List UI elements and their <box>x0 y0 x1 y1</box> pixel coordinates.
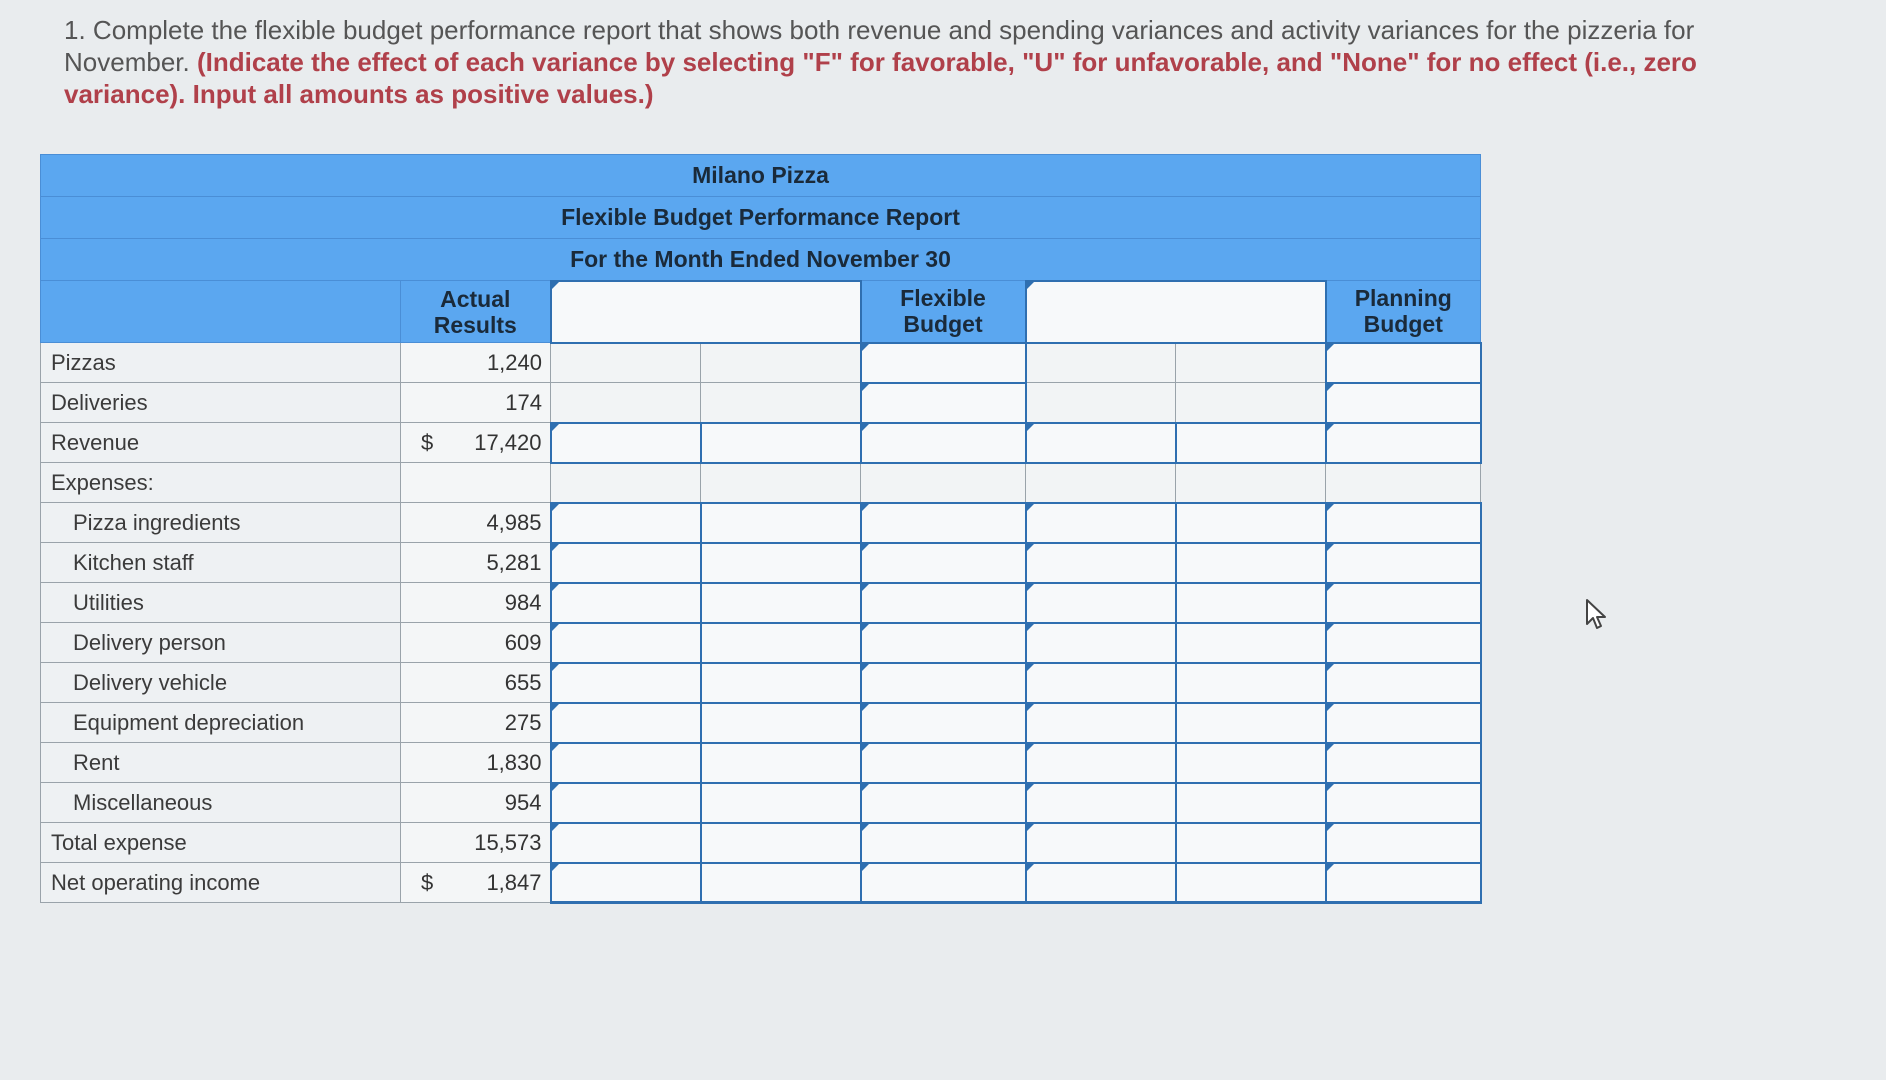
report-title: Flexible Budget Performance Report <box>41 197 1481 239</box>
flexible-budget-input[interactable] <box>861 383 1026 423</box>
empty-cell <box>701 343 861 383</box>
flexible-budget-input[interactable] <box>861 783 1026 823</box>
actual-value: 954 <box>504 789 542 815</box>
row-label: Rent <box>41 743 401 783</box>
spending-variance-amount-input[interactable] <box>551 743 701 783</box>
activity-variance-effect-select[interactable] <box>1176 743 1326 783</box>
actual-value: 984 <box>504 589 542 615</box>
activity-variance-amount-input[interactable] <box>1026 543 1176 583</box>
actual-value: 15,573 <box>474 829 542 855</box>
actual-amount <box>401 703 551 743</box>
spending-variance-effect-select[interactable] <box>701 423 861 463</box>
report-row <box>41 623 1481 663</box>
flexible-budget-input[interactable] <box>861 823 1026 863</box>
activity-variance-effect-select[interactable] <box>1176 543 1326 583</box>
actual-amount <box>401 383 551 423</box>
actual-amount <box>401 343 551 383</box>
empty-cell <box>1026 343 1176 383</box>
spending-variance-amount-input[interactable] <box>551 663 701 703</box>
actual-amount <box>401 783 551 823</box>
spending-variance-amount-input[interactable] <box>551 823 701 863</box>
question-instruction: (Indicate the effect of each variance by selecting "F" for favorable, "U" for unfavorable, and "None" for no effect (i.e., zero variance). Input all amounts as positive values.) <box>64 47 1697 109</box>
currency-symbol: $ <box>421 429 434 455</box>
flexible-budget-header: Flexible Budget <box>861 281 1026 343</box>
actual-value: 1,830 <box>486 749 542 775</box>
actual-value: 275 <box>504 709 542 735</box>
row-label: Deliveries <box>41 383 401 423</box>
row-label: Pizzas <box>41 343 401 383</box>
currency-symbol: $ <box>421 869 434 895</box>
planning-budget-input[interactable] <box>1326 783 1481 823</box>
activity-variance-effect-select[interactable] <box>1176 623 1326 663</box>
planning-budget-input[interactable] <box>1326 823 1481 863</box>
actual-value: 1,240 <box>486 349 542 375</box>
spending-variance-effect-select[interactable] <box>701 623 861 663</box>
activity-variance-effect-select[interactable] <box>1176 823 1326 863</box>
report-row <box>41 743 1481 783</box>
row-label: Equipment depreciation <box>41 703 401 743</box>
report-period: For the Month Ended November 30 <box>41 239 1481 281</box>
activity-variance-effect-select[interactable] <box>1176 503 1326 543</box>
actual-value: 4,985 <box>486 509 542 535</box>
activity-variance-effect-select[interactable] <box>1176 863 1326 903</box>
flexible-budget-input[interactable] <box>861 423 1026 463</box>
spending-variance-effect-select[interactable] <box>701 503 861 543</box>
actual-value: 174 <box>505 389 542 415</box>
report-row <box>41 703 1481 743</box>
report-row <box>41 783 1481 823</box>
spending-variance-amount-input[interactable] <box>551 423 701 463</box>
activity-variance-effect-select[interactable] <box>1176 583 1326 623</box>
spending-variance-effect-select[interactable] <box>701 823 861 863</box>
activity-variance-amount-input[interactable] <box>1026 743 1176 783</box>
actual-value: 5,281 <box>486 549 542 575</box>
question-body: Complete the flexible budget performance report that shows both revenue and spending variances and activity variances for the pizzeria for November. <box>64 15 1695 77</box>
empty-cell <box>1176 463 1326 503</box>
report-row <box>41 863 1481 903</box>
spending-variance-amount-input[interactable] <box>551 543 701 583</box>
empty-cell <box>1026 463 1176 503</box>
activity-variance-effect-select[interactable] <box>1176 703 1326 743</box>
report-row <box>41 663 1481 703</box>
actual-amount <box>401 543 551 583</box>
report-row <box>41 543 1481 583</box>
spending-variance-amount-input[interactable] <box>551 783 701 823</box>
actual-amount <box>401 583 551 623</box>
activity-variance-effect-select[interactable] <box>1176 663 1326 703</box>
actual-value: 1,847 <box>486 869 542 895</box>
row-label: Miscellaneous <box>41 783 401 823</box>
report-company: Milano Pizza <box>41 155 1481 197</box>
row-label: Net operating income <box>41 863 401 903</box>
planning-budget-input[interactable] <box>1326 543 1481 583</box>
spending-variance-effect-select[interactable] <box>701 863 861 903</box>
empty-cell <box>701 383 861 423</box>
planning-budget-header: Planning Budget <box>1326 281 1481 343</box>
spending-variance-effect-select[interactable] <box>701 703 861 743</box>
spending-variance-effect-select[interactable] <box>701 583 861 623</box>
activity-variance-amount-input[interactable] <box>1026 663 1176 703</box>
actual-amount <box>401 823 551 863</box>
question-number: 1. <box>64 15 86 45</box>
flexible-budget-input[interactable] <box>861 543 1026 583</box>
flexible-budget-input[interactable] <box>861 503 1026 543</box>
report-row <box>41 823 1481 863</box>
planning-budget-input[interactable] <box>1326 423 1481 463</box>
planning-budget-input[interactable] <box>1326 863 1481 903</box>
label-column-header <box>41 281 401 343</box>
actual-amount <box>401 863 551 903</box>
spending-variance-amount-input[interactable] <box>551 623 701 663</box>
actual-amount <box>401 463 551 503</box>
flexible-budget-input[interactable] <box>861 863 1026 903</box>
flexible-budget-input[interactable] <box>861 343 1026 383</box>
actual-results-header: Actual Results <box>401 281 551 343</box>
spending-variance-amount-input[interactable] <box>551 503 701 543</box>
report-row <box>41 503 1481 543</box>
flexible-budget-performance-report <box>40 154 1482 904</box>
planning-budget-input[interactable] <box>1326 703 1481 743</box>
empty-cell <box>551 383 701 423</box>
flexible-budget-input[interactable] <box>861 623 1026 663</box>
report-body <box>41 343 1481 903</box>
flexible-budget-input[interactable] <box>861 743 1026 783</box>
empty-cell <box>551 343 701 383</box>
activity-variance-amount-input[interactable] <box>1026 823 1176 863</box>
spending-variance-effect-select[interactable] <box>701 783 861 823</box>
row-label: Revenue <box>41 423 401 463</box>
planning-budget-input[interactable] <box>1326 743 1481 783</box>
spending-variance-amount-input[interactable] <box>551 863 701 903</box>
empty-cell <box>1176 343 1326 383</box>
row-label: Kitchen staff <box>41 543 401 583</box>
activity-variance-effect-select[interactable] <box>1176 783 1326 823</box>
row-label: Pizza ingredients <box>41 503 401 543</box>
empty-cell <box>1026 383 1176 423</box>
spending-variance-effect-select[interactable] <box>701 743 861 783</box>
question-text <box>64 14 1704 110</box>
empty-cell <box>1176 383 1326 423</box>
empty-cell <box>551 463 701 503</box>
row-label: Total expense <box>41 823 401 863</box>
report-row <box>41 383 1481 423</box>
actual-amount <box>401 423 551 463</box>
actual-amount <box>401 623 551 663</box>
variance-header-input-2[interactable] <box>1026 281 1326 343</box>
planning-budget-input[interactable] <box>1326 343 1481 383</box>
report-row <box>41 423 1481 463</box>
report-row <box>41 343 1481 383</box>
mouse-cursor-icon <box>1585 598 1611 632</box>
row-label: Delivery vehicle <box>41 663 401 703</box>
activity-variance-amount-input[interactable] <box>1026 423 1176 463</box>
planning-budget-input[interactable] <box>1326 583 1481 623</box>
actual-value: 655 <box>504 669 542 695</box>
actual-amount <box>401 503 551 543</box>
variance-header-input-1[interactable] <box>551 281 861 343</box>
empty-cell <box>861 463 1026 503</box>
flexible-budget-input[interactable] <box>861 703 1026 743</box>
actual-amount <box>401 663 551 703</box>
report-row <box>41 583 1481 623</box>
empty-cell <box>1326 463 1481 503</box>
spending-variance-effect-select[interactable] <box>701 663 861 703</box>
row-label: Utilities <box>41 583 401 623</box>
activity-variance-amount-input[interactable] <box>1026 583 1176 623</box>
spending-variance-amount-input[interactable] <box>551 583 701 623</box>
activity-variance-amount-input[interactable] <box>1026 623 1176 663</box>
planning-budget-input[interactable] <box>1326 663 1481 703</box>
activity-variance-effect-select[interactable] <box>1176 423 1326 463</box>
empty-cell <box>701 463 861 503</box>
activity-variance-amount-input[interactable] <box>1026 503 1176 543</box>
activity-variance-amount-input[interactable] <box>1026 703 1176 743</box>
spending-variance-amount-input[interactable] <box>551 703 701 743</box>
spending-variance-effect-select[interactable] <box>701 543 861 583</box>
flexible-budget-input[interactable] <box>861 583 1026 623</box>
activity-variance-amount-input[interactable] <box>1026 863 1176 903</box>
row-label: Expenses: <box>41 463 401 503</box>
planning-budget-input[interactable] <box>1326 383 1481 423</box>
actual-value: 17,420 <box>474 429 542 455</box>
planning-budget-input[interactable] <box>1326 623 1481 663</box>
report-row <box>41 463 1481 503</box>
activity-variance-amount-input[interactable] <box>1026 783 1176 823</box>
row-label: Delivery person <box>41 623 401 663</box>
actual-value: 609 <box>504 629 542 655</box>
actual-amount <box>401 743 551 783</box>
flexible-budget-input[interactable] <box>861 663 1026 703</box>
planning-budget-input[interactable] <box>1326 503 1481 543</box>
